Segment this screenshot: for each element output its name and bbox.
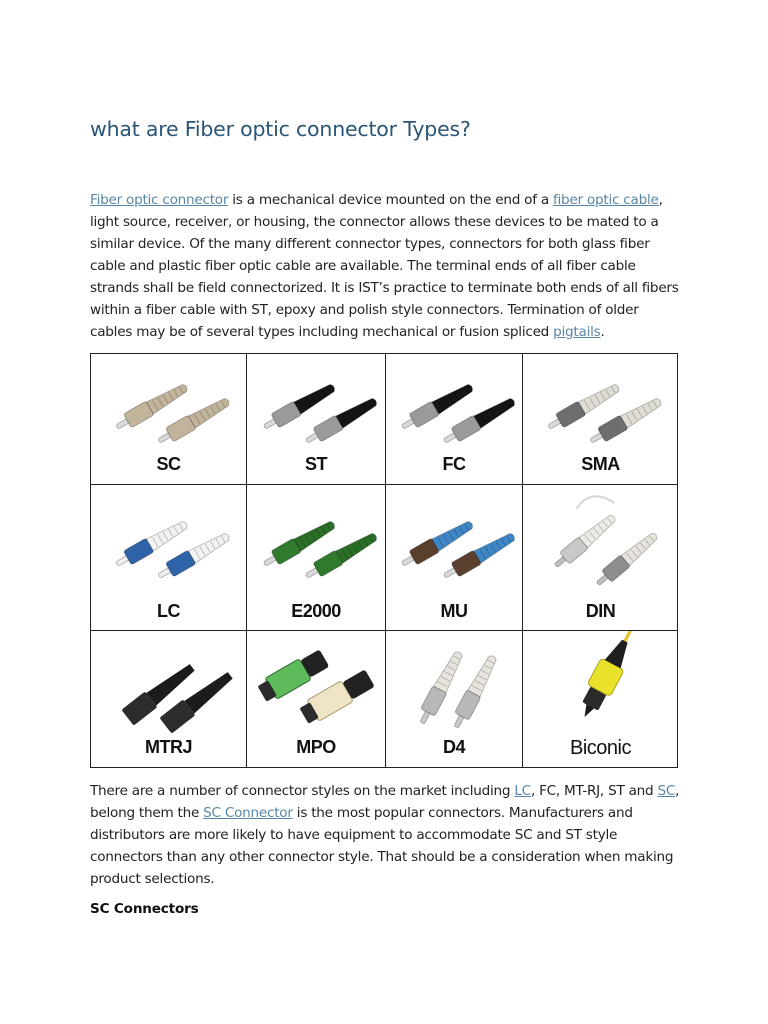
connector-label: MPO: [296, 737, 336, 757]
connector-types-figure: [90, 353, 678, 768]
connector-cell-mpo: [247, 631, 385, 768]
body-text-4: is the most popular connectors. Manufacturers and distributors are more likely to have equipment to accommodate SC and ST style connectors than any other connector style. That should be a consideration when making product selections.: [90, 805, 674, 887]
pigtails-link[interactable]: pigtails: [553, 324, 601, 340]
sc-link[interactable]: SC: [657, 783, 676, 799]
connector-label: SC: [156, 454, 181, 474]
connector-cell-lc: [91, 485, 246, 630]
connector-cell-mu: [386, 485, 522, 630]
connector-cell-biconic: [523, 631, 678, 768]
intro-text-2: , light source, receiver, or housing, the connector allows these devices to be mated to a similar device. Of the many different connector types, connectors for both glass fiber cable and plastic fiber optic cable are available. The terminal ends of all fiber cable strands shall be field connectorized. It is IST’s practice to terminate both ends of all fibers within a fiber cable with ST, epoxy and polish style connectors. Termination of older cables may be of several types including mechanical or fusion spliced: [90, 192, 679, 340]
connector-cell-fc: [386, 354, 522, 484]
connector-label: Biconic: [570, 737, 631, 759]
connector-cell-st: [247, 354, 385, 484]
page-title: what are Fiber optic connector Types?: [90, 117, 471, 141]
connector-cell-e2000: [247, 485, 385, 630]
fiber-optic-connector-link[interactable]: Fiber optic connector: [90, 192, 229, 208]
connector-cell-mtrj: [91, 631, 246, 768]
body-text-2: , FC, MT-RJ, ST and: [530, 783, 658, 799]
connector-label: MTRJ: [145, 737, 192, 757]
lc-link[interactable]: LC: [514, 783, 531, 799]
connector-label: LC: [157, 601, 180, 621]
connector-cell-din: [523, 485, 678, 630]
sc-connectors-heading: SC Connectors: [90, 901, 199, 917]
fiber-optic-cable-link[interactable]: fiber optic cable: [552, 192, 659, 208]
connector-label: DIN: [585, 601, 616, 621]
connector-label: SMA: [581, 454, 620, 474]
connector-styles-paragraph: [90, 780, 680, 890]
connector-label: FC: [442, 454, 466, 474]
body-text-1: There are a number of connector styles on the market including: [90, 783, 515, 799]
body-text-3: , belong them the: [90, 783, 680, 821]
connector-cell-sma: [523, 354, 678, 484]
intro-text-3: .: [600, 324, 605, 340]
connector-label: MU: [440, 601, 468, 621]
connector-cell-d4: [386, 631, 522, 768]
intro-paragraph: [90, 189, 680, 343]
connector-label: ST: [304, 454, 327, 474]
sc-connector-link[interactable]: SC Connector: [203, 805, 293, 821]
connector-cell-sc: [91, 354, 246, 484]
intro-text-1: is a mechanical device mounted on the end of a: [228, 192, 553, 208]
connector-label: D4: [442, 737, 465, 757]
connector-label: E2000: [291, 601, 341, 621]
